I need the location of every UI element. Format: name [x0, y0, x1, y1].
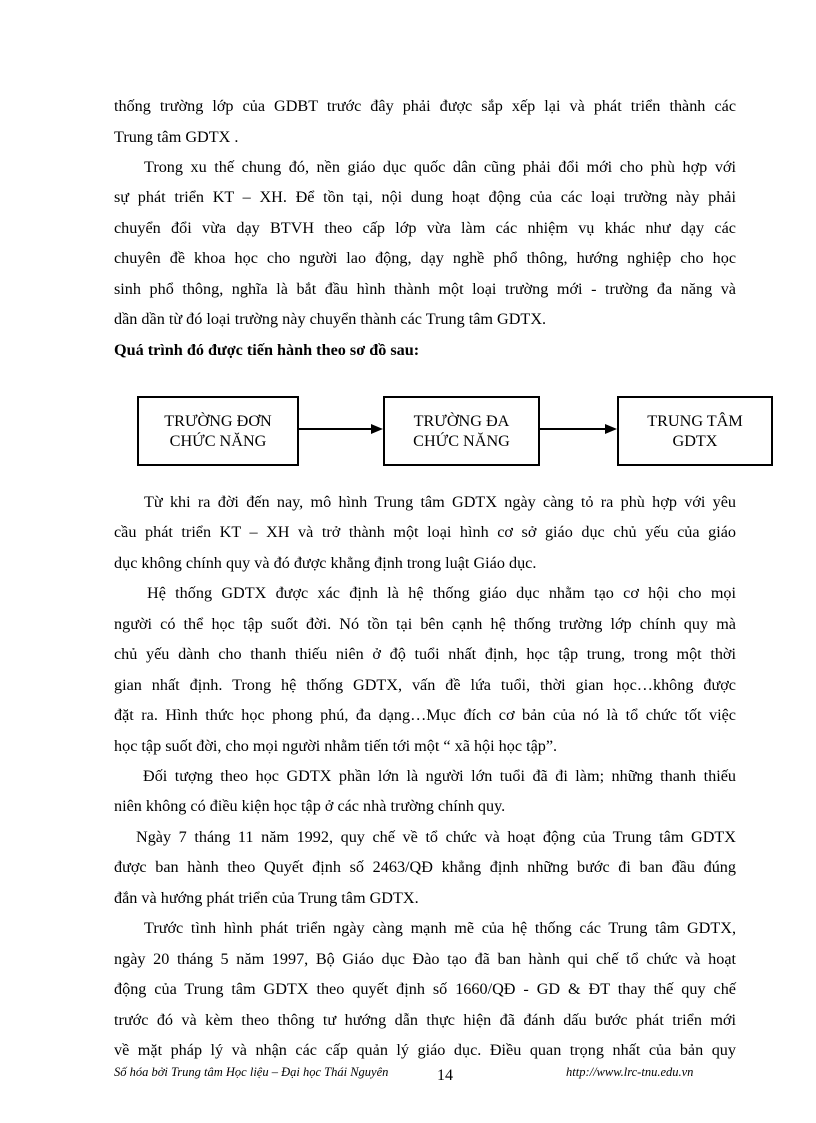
arrow-right-icon: [540, 423, 617, 435]
paragraph-line: đắn và hướng phát triển của Trung tâm GDTX.: [114, 889, 419, 907]
paragraph-line: trước đó và kèm theo thông tư hướng dẫn thực hiện đã đánh dấu bước phát triển mới: [114, 1011, 736, 1029]
paragraph-line: Đối tượng theo học GDTX phần lớn là người lớn tuổi đã đi làm; những thanh thiếu: [143, 767, 736, 785]
section-heading: Quá trình đó được tiến hành theo sơ đồ sau:: [114, 341, 420, 359]
footer-url[interactable]: http://www.lrc-tnu.edu.vn: [566, 1065, 694, 1079]
paragraph-line: thống trường lớp của GDBT trước đây phải được sắp xếp lại và phát triển thành các: [114, 97, 736, 115]
diagram-box-label: TRƯỜNG ĐA: [413, 412, 510, 430]
diagram-box-gdtx-center: [617, 396, 773, 466]
paragraph-line: chuyển đổi vừa dạy BTVH theo cấp lớp vừa làm các nhiệm vụ khác như dạy các: [114, 219, 736, 237]
paragraph-line: Từ khi ra đời đến nay, mô hình Trung tâm GDTX ngày càng tỏ ra phù hợp với yêu: [144, 493, 736, 511]
diagram-box-label: CHỨC NĂNG: [413, 432, 510, 450]
paragraph-line: Hệ thống GDTX được xác định là hệ thống giáo dục nhằm tạo cơ hội cho mọi: [147, 584, 736, 602]
paragraph-line: sự phát triển KT – XH. Để tồn tại, nội dung hoạt động của các loại trường này phải: [114, 188, 736, 206]
footer-source: Số hóa bởi Trung tâm Học liệu – Đại học Thái Nguyên: [114, 1065, 389, 1079]
paragraph-line: chuyên đề khoa học cho người lao động, dạy nghề phổ thông, hướng nghiệp cho học: [114, 249, 736, 267]
paragraph-line: Ngày 7 tháng 11 năm 1992, quy chế về tổ chức và hoạt động của Trung tâm GDTX: [136, 828, 736, 846]
paragraph-line: Trung tâm GDTX .: [114, 128, 239, 146]
paragraph-line: niên không có điều kiện học tập ở các nhà trường chính quy.: [114, 797, 506, 815]
paragraph-line: về mặt pháp lý và nhận các cấp quản lý giáo dục. Điều quan trọng nhất của bản quy: [114, 1041, 736, 1059]
diagram-box-label: GDTX: [672, 432, 718, 450]
paragraph-line: Trong xu thế chung đó, nền giáo dục quốc dân cũng phải đổi mới cho phù hợp với: [144, 158, 736, 176]
paragraph-line: sinh phổ thông, nghĩa là bắt đầu hình thành một loại trường mới - trường đa năng và: [114, 280, 736, 298]
paragraph-line: dần dần từ đó loại trường này chuyển thành các Trung tâm GDTX.: [114, 310, 547, 328]
diagram-box-label: CHỨC NĂNG: [169, 432, 267, 450]
paragraph-line: dục không chính quy và đó được khẳng định trong luật Giáo dục.: [114, 554, 537, 572]
diagram-box-label: TRƯỜNG ĐƠN: [164, 412, 272, 430]
paragraph-line: được ban hành theo Quyết định số 2463/QĐ khẳng định những bước đi ban đầu đúng: [114, 858, 736, 876]
paragraph-line: gian nhất định. Trong hệ thống GDTX, vấn đề lứa tuổi, thời gian học…không được: [114, 676, 736, 694]
paragraph-line: Trước tình hình phát triển ngày càng mạnh mẽ của hệ thống các Trung tâm GDTX,: [144, 919, 736, 937]
arrow-right-icon: [299, 423, 383, 435]
paragraph-line: chủ yếu dành cho thanh thiếu niên ở độ tuổi nhất định, học tập trung, trong một thời: [114, 645, 736, 663]
paragraph-line: người có thể học tập suốt đời. Nó tồn tại bên cạnh hệ thống trường lớp chính quy mà: [114, 615, 736, 633]
paragraph-line: học tập suốt đời, cho mọi người nhằm tiến tới một “ xã hội học tập”.: [114, 737, 558, 755]
paragraph-line: cầu phát triển KT – XH và trở thành một loại hình cơ sở giáo dục chủ yếu của giáo: [114, 523, 736, 541]
paragraph-line: đặt ra. Hình thức học phong phú, đa dạng…Mục đích cơ bản của nó là tổ chức tốt việc: [114, 706, 736, 724]
paragraph-line: ngày 20 tháng 5 năm 1997, Bộ Giáo dục Đào tạo đã ban hành qui chế tổ chức và hoạt: [114, 950, 736, 968]
paragraph-line: động của Trung tâm GDTX theo quyết định số 1660/QĐ - GD & ĐT thay thế quy chế: [114, 980, 736, 998]
page-number: 14: [437, 1067, 453, 1084]
diagram-box-multi-function-school: [383, 396, 540, 466]
diagram-box-label: TRUNG TÂM: [647, 412, 743, 430]
diagram-box-single-function-school: [137, 396, 299, 466]
